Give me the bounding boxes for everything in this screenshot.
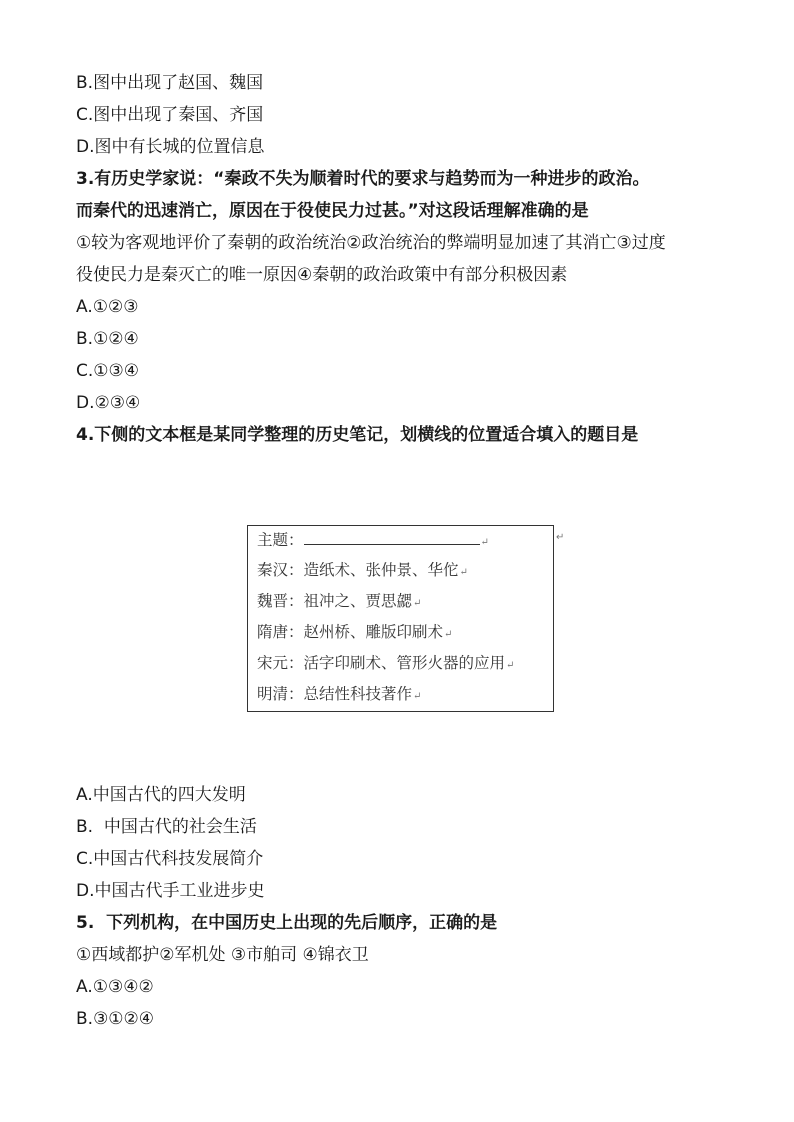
q4-option-c: C.中国古代科技发展简介 <box>76 849 264 869</box>
return-mark-icon: ↵ <box>459 567 468 578</box>
return-mark-icon: ↵ <box>506 660 515 671</box>
q3-items-line2: 役使民力是秦灭亡的唯一原因④秦朝的政治政策中有部分积极因素 <box>76 265 568 285</box>
note-row-text: 隋唐：赵州桥、雕版印刷术 <box>257 623 444 641</box>
q3-option-b: B.①②④ <box>76 329 139 349</box>
note-row-ming-qing <box>257 685 421 706</box>
history-note-box <box>247 525 554 712</box>
q5-option-b: B.③①②④ <box>76 1009 155 1029</box>
note-row-text: 魏晋：祖冲之、贾思勰 <box>257 592 413 610</box>
note-row-qin-han <box>257 561 468 582</box>
q3-items-line1: ①较为客观地评价了秦朝的政治统治②政治统治的弊端明显加速了其消亡③过度 <box>76 233 666 253</box>
q3-option-d: D.②③④ <box>76 393 141 413</box>
q3-stem-line2: 而秦代的迅速消亡，原因在于役使民力过甚。”对这段话理解准确的是 <box>76 201 589 221</box>
return-mark-icon: ↵ <box>480 537 489 548</box>
note-topic-label: 主题： <box>257 531 304 549</box>
return-mark-icon: ↵ <box>413 691 422 702</box>
q5-option-a: A.①③④② <box>76 977 154 997</box>
topic-blank-line <box>304 530 480 545</box>
q3-option-c: C.①③④ <box>76 361 139 381</box>
q5-stem: 5. 下列机构，在中国历史上出现的先后顺序，正确的是 <box>76 913 498 933</box>
q3-stem-line1: 3.有历史学家说：“秦政不失为顺着时代的要求与趋势而为一种进步的政治。 <box>76 169 650 189</box>
return-mark-icon: ↵ <box>444 629 453 640</box>
q2-option-d: D.图中有长城的位置信息 <box>76 137 265 157</box>
note-row-text: 秦汉：造纸术、张仲景、华佗 <box>257 561 459 579</box>
note-row-text: 宋元：活字印刷术、管形火器的应用 <box>257 654 506 672</box>
q4-option-a: A.中国古代的四大发明 <box>76 785 246 805</box>
q4-option-b: B. 中国古代的社会生活 <box>76 817 257 837</box>
note-row-wei-jin <box>257 592 421 613</box>
return-mark-icon: ↵ <box>413 598 422 609</box>
q2-option-b: B.图中出现了赵国、魏国 <box>76 73 264 93</box>
note-row-text: 明清：总结性科技著作 <box>257 685 413 703</box>
return-mark-icon: ↵ <box>556 532 565 543</box>
q3-option-a: A.①②③ <box>76 297 139 317</box>
q2-option-c: C.图中出现了秦国、齐国 <box>76 105 264 125</box>
note-row-song-yuan <box>257 654 514 675</box>
q5-items: ①西域都护②军机处 ③市舶司 ④锦衣卫 <box>76 945 369 965</box>
q4-stem: 4.下侧的文本框是某同学整理的历史笔记，划横线的位置适合填入的题目是 <box>76 425 639 445</box>
note-topic-row <box>257 530 489 552</box>
q4-option-d: D.中国古代手工业进步史 <box>76 881 265 901</box>
note-row-sui-tang <box>257 623 452 644</box>
